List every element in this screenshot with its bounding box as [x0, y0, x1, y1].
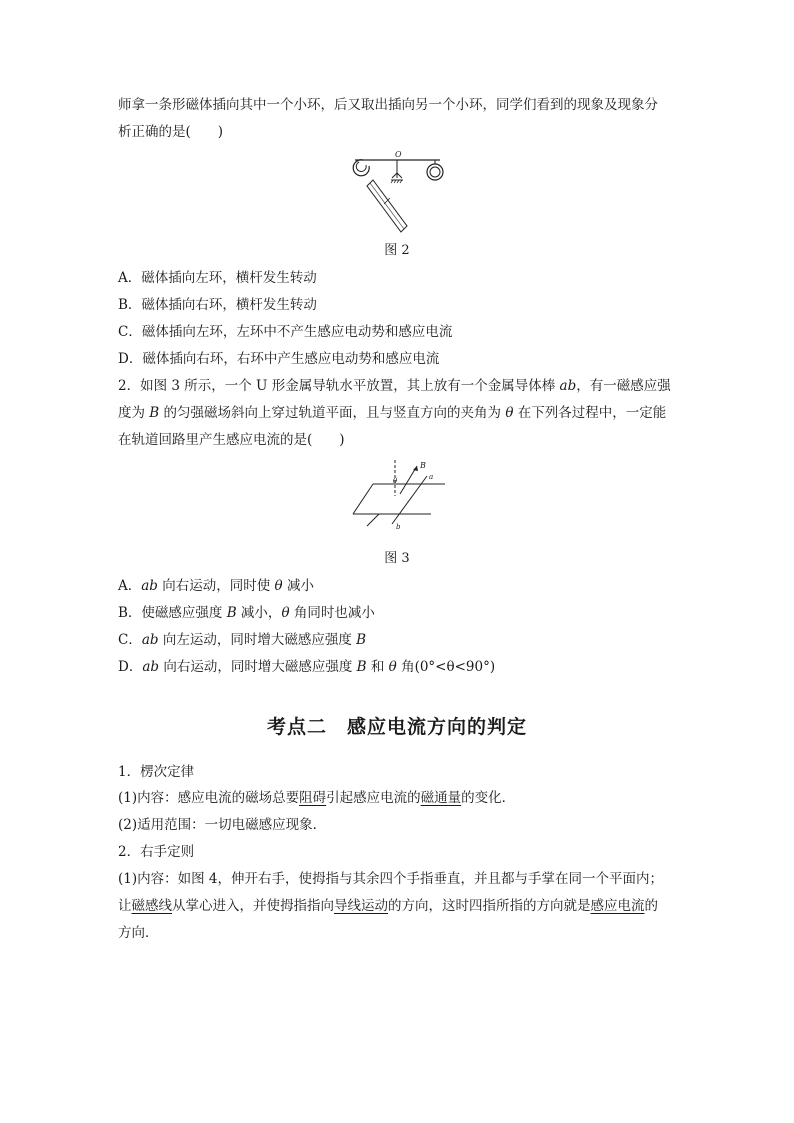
item-2-content-line-3: 方向．	[118, 925, 159, 941]
section-title: 考点二 感应电流方向的判定	[266, 716, 527, 738]
figure-3-caption: 图 3	[384, 551, 410, 566]
figure-3-label-a: a	[429, 473, 434, 481]
q2-stem-line-3: 在轨道回路里产生感应电流的是( )	[118, 432, 345, 448]
figure-2-label-o: O	[395, 150, 402, 159]
q2-option-b: B．使磁感应强度 B 减小，θ 角同时也减小	[118, 605, 375, 621]
q1-option-d: D．磁体插向右环，右环中产生感应电动势和感应电流	[118, 351, 440, 367]
figure-3-label-b-field: B	[420, 461, 426, 470]
q2-option-d: D．ab 向右运动，同时增大磁感应强度 B 和 θ 角(0°<θ<90°)	[118, 659, 496, 675]
q2-stem-line-2: 度为 B 的匀强磁场斜向上穿过轨道平面，且与竖直方向的夹角为 θ 在下列各过程中，一定能	[118, 405, 667, 421]
item-2-title: 2．右手定则	[118, 844, 195, 860]
q1-option-a: A．磁体插向左环，横杆发生转动	[118, 270, 317, 286]
q1-stem-line-1: 师拿一条形磁体插向其中一个小环，后又取出插向另一个小环，同学们看到的现象及现象分	[118, 97, 658, 113]
q1-option-c: C．磁体插向左环，左环中不产生感应电动势和感应电流	[118, 324, 453, 340]
figure-2-caption: 图 2	[384, 243, 410, 258]
q2-option-c: C．ab 向左运动，同时增大磁感应强度 B	[118, 632, 367, 648]
item-1-scope: (2)适用范围：一切电磁感应现象．	[118, 817, 327, 833]
figure-3-label-b: b	[396, 523, 401, 531]
figure-3-label-theta: θ	[393, 477, 398, 485]
q2-option-a: A．ab 向右运动，同时使 θ 减小	[118, 578, 314, 594]
q1-stem-line-2: 析正确的是( )	[118, 124, 224, 140]
item-1-title: 1．楞次定律	[118, 764, 195, 780]
item-2-content-line-1: (1)内容：如图 4，伸开右手，使拇指与其余四个手指垂直，并且都与手掌在同一个平面内；	[118, 871, 664, 887]
item-1-content: (1)内容：感应电流的磁场总要阻碍引起感应电流的磁通量的变化．	[118, 790, 516, 806]
q2-stem-line-1: 2．如图 3 所示，一个 U 形金属导轨水平放置，其上放有一个金属导体棒 ab，有一磁感应强	[118, 378, 671, 394]
figure-2-rings-diagram	[345, 146, 450, 236]
q1-option-b: B．磁体插向右环，横杆发生转动	[118, 297, 317, 313]
item-2-content-line-2: 让磁感线从掌心进入，并使拇指指向导线运动的方向，这时四指所指的方向就是感应电流的	[118, 898, 658, 914]
figure-3-rail-diagram	[345, 456, 460, 536]
